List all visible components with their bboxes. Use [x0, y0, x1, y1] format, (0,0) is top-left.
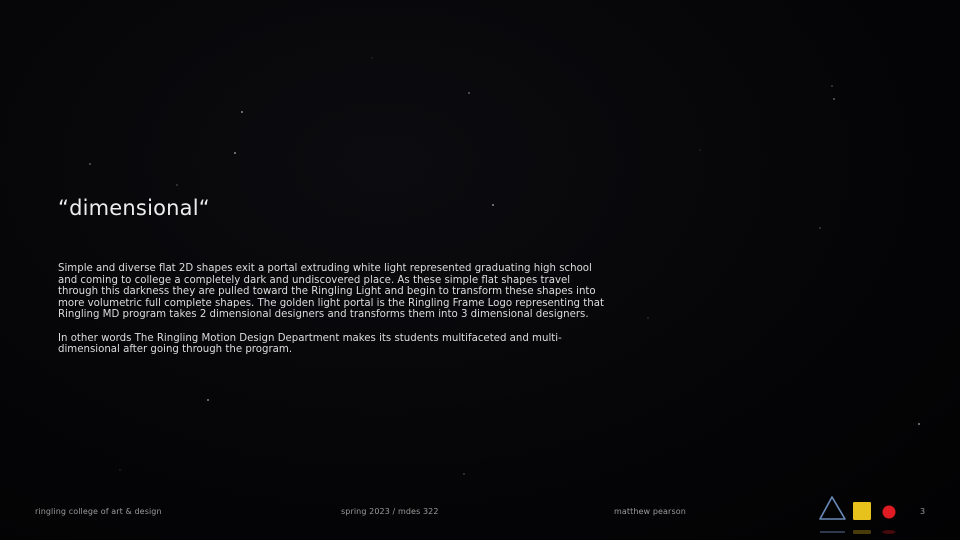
footer-course: spring 2023 / mdes 322 — [341, 507, 439, 516]
body-paragraph: Simple and diverse flat 2D shapes exit a portal extruding white light represented graduating high school and coming to college a completely dark and undiscovered place. As these simple flat shapes travel through this darkness they are pulled toward the Ringling Light and begin to transform these shapes into more volumetric full complete shapes. The golden light portal is the Ringling Frame Logo representing that Ringling MD program takes 2 dimensional designers and transforms them into 3 dimensional designers. — [58, 263, 604, 321]
circle-icon — [883, 506, 896, 535]
shapes-logo-icon — [815, 494, 905, 540]
footer-author: matthew pearson — [614, 507, 686, 516]
footer-school: ringling college of art & design — [35, 507, 162, 516]
body-paragraph: In other words The Ringling Motion Design Department makes its students multifaceted and multi-dimensional after going through the program. — [58, 332, 562, 356]
slide-title: “dimensional“ — [58, 196, 210, 220]
slide-body — [58, 263, 606, 356]
square-icon — [853, 502, 871, 534]
page-number: 3 — [920, 507, 926, 516]
triangle-icon — [820, 497, 845, 532]
